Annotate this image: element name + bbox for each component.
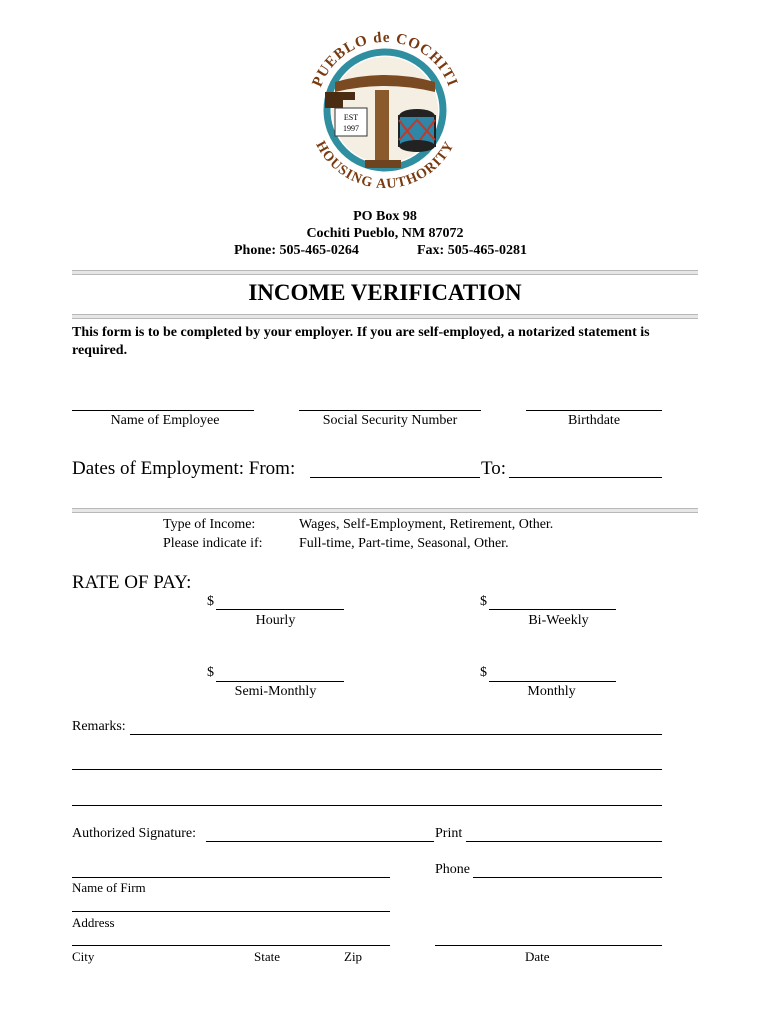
phone-number: Phone: 505-465-0264	[234, 243, 359, 258]
employment-to-label: To:	[481, 458, 507, 479]
form-title: INCOME VERIFICATION	[248, 280, 522, 305]
print-name-field[interactable]	[466, 841, 662, 842]
address-label: Address	[72, 915, 115, 930]
please-indicate-options: Full-time, Part-time, Seasonal, Other.	[299, 536, 509, 551]
remarks-line-2[interactable]	[72, 769, 662, 770]
monthly-label: Monthly	[527, 684, 576, 699]
zip-label: Zip	[344, 949, 363, 964]
city-state-zip-field[interactable]	[72, 945, 390, 946]
print-label: Print	[435, 826, 463, 841]
remarks-label: Remarks:	[72, 719, 126, 734]
type-of-income-options: Wages, Self-Employment, Retirement, Other.	[299, 517, 554, 532]
rate-of-pay-heading: RATE OF PAY:	[72, 572, 192, 593]
authorized-signature-field[interactable]	[206, 841, 434, 842]
logo-seal-icon	[295, 20, 475, 200]
employee-name-label: Name of Employee	[110, 413, 220, 428]
logo-est-label: EST	[343, 113, 359, 122]
biweekly-currency: $	[480, 594, 487, 609]
hourly-currency: $	[207, 594, 214, 609]
ssn-label: Social Security Number	[322, 413, 458, 428]
address-block	[200, 208, 570, 242]
phone-field[interactable]	[473, 877, 662, 878]
housing-authority-logo	[295, 20, 475, 200]
firm-name-field[interactable]	[72, 877, 390, 878]
please-indicate-label: Please indicate if:	[163, 536, 263, 551]
divider-middle	[72, 508, 698, 513]
phone-label: Phone	[435, 862, 470, 877]
logo-est-year: 1997	[343, 124, 359, 133]
logo-ring-bottom-text: HOUSING AUTHORITY	[312, 138, 458, 193]
type-of-income-label: Type of Income:	[163, 517, 256, 532]
birthdate-label: Birthdate	[567, 413, 621, 428]
biweekly-rate-field[interactable]	[489, 609, 616, 610]
logo-ring-top-text: PUEBLO de COCHITI	[309, 29, 461, 90]
birthdate-field[interactable]	[526, 410, 662, 411]
biweekly-label: Bi-Weekly	[528, 613, 589, 628]
authorized-signature-label: Authorized Signature:	[72, 826, 197, 841]
employment-from-field[interactable]	[310, 477, 480, 478]
hourly-label: Hourly	[255, 613, 296, 628]
firm-name-label: Name of Firm	[72, 880, 146, 895]
remarks-line-1[interactable]	[130, 734, 662, 735]
divider-top	[72, 270, 698, 275]
ssn-field[interactable]	[299, 410, 481, 411]
semimonthly-currency: $	[207, 665, 214, 680]
divider-title	[72, 314, 698, 319]
state-label: State	[254, 949, 280, 964]
date-field[interactable]	[435, 945, 662, 946]
employment-to-field[interactable]	[509, 477, 662, 478]
hourly-rate-field[interactable]	[216, 609, 344, 610]
address-field[interactable]	[72, 911, 390, 912]
date-label: Date	[525, 949, 550, 964]
monthly-currency: $	[480, 665, 487, 680]
fax-number: Fax: 505-465-0281	[417, 243, 528, 258]
monthly-rate-field[interactable]	[489, 681, 616, 682]
address-line1: PO Box 98	[353, 209, 417, 224]
employee-name-field[interactable]	[72, 410, 254, 411]
address-line2: Cochiti Pueblo, NM 87072	[306, 226, 464, 241]
remarks-line-3[interactable]	[72, 805, 662, 806]
instructions-text: This form is to be completed by your employer. If you are self-employed, a notarized statement is required.	[72, 325, 650, 358]
semimonthly-rate-field[interactable]	[216, 681, 344, 682]
city-label: City	[72, 949, 95, 964]
dates-of-employment-label: Dates of Employment: From:	[72, 458, 296, 479]
semimonthly-label: Semi-Monthly	[234, 684, 317, 699]
